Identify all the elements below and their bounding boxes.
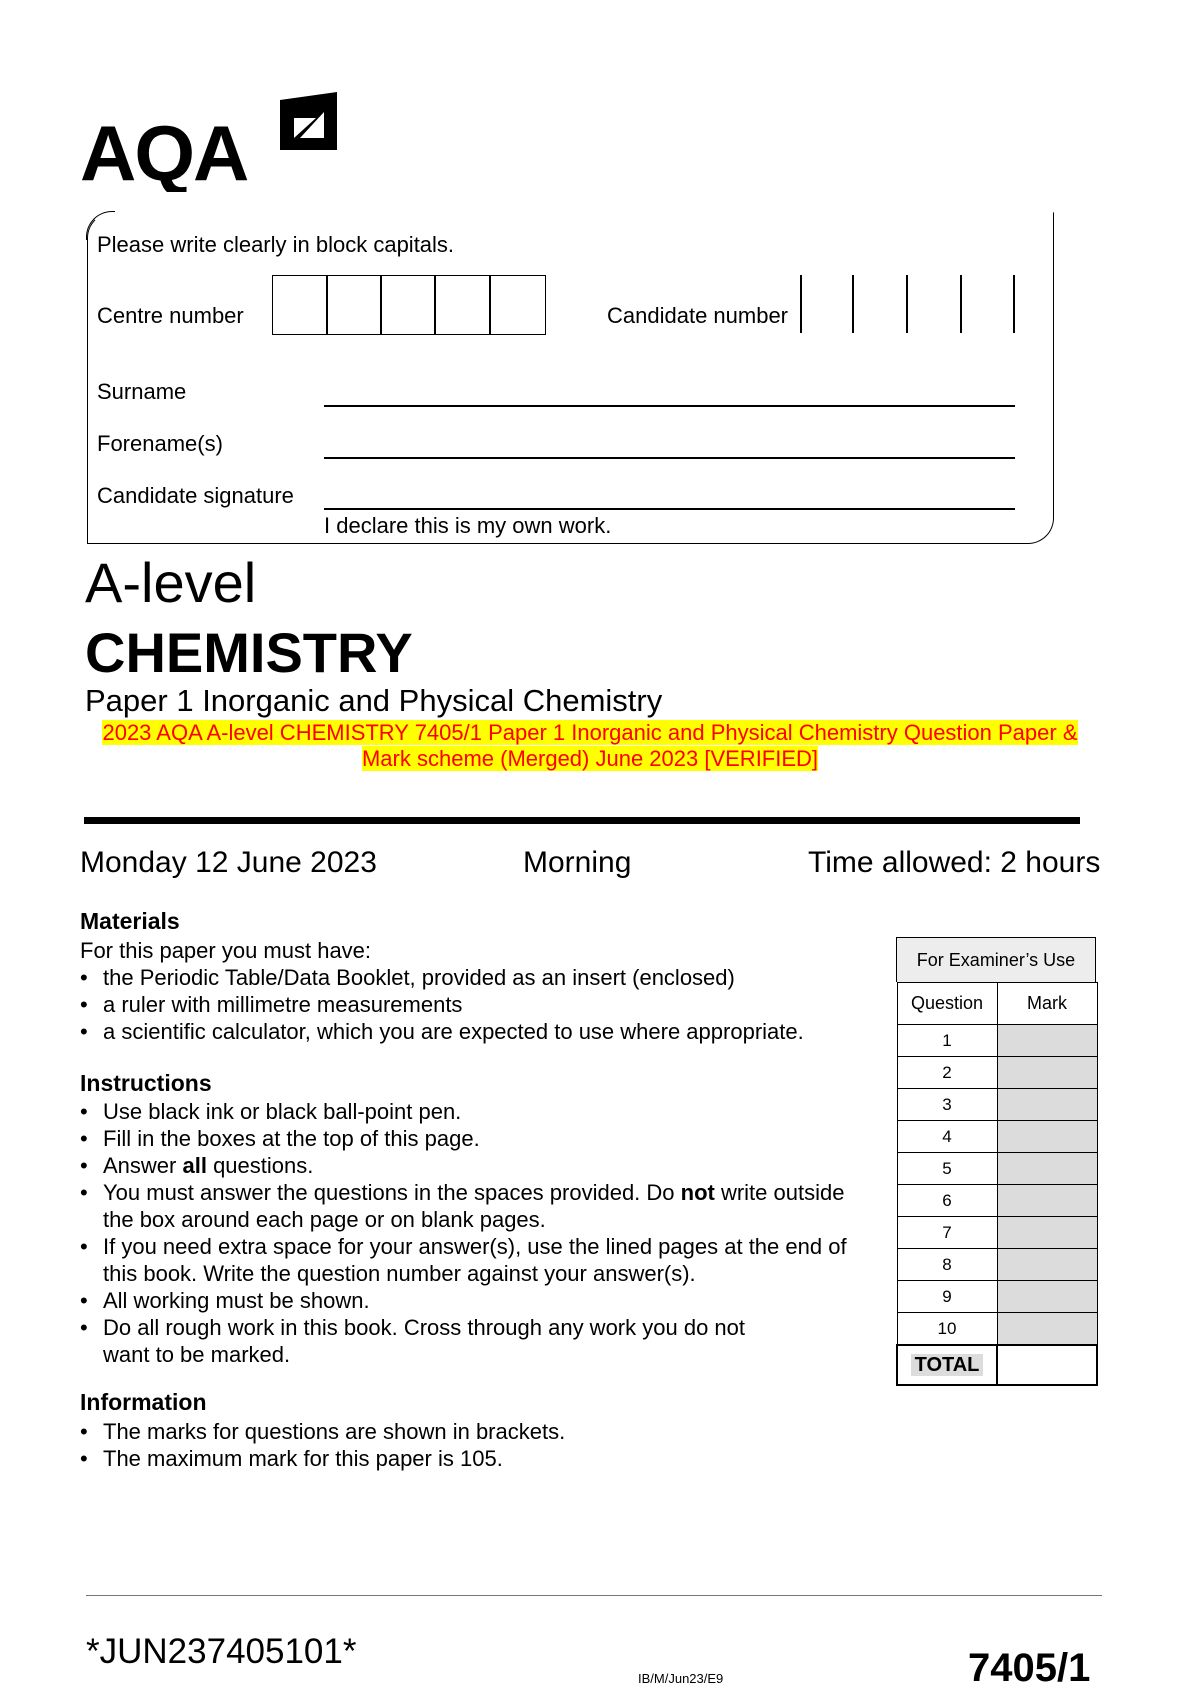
footer-divider [86, 1595, 1102, 1596]
instructions-heading: Instructions [80, 1070, 212, 1096]
examiner-table-title: For Examiner’s Use [896, 937, 1096, 982]
information-list [80, 1418, 860, 1472]
table-row: 6 [897, 1185, 1097, 1217]
mark-cell[interactable] [997, 1153, 1097, 1185]
centre-number-boxes[interactable] [272, 275, 546, 335]
surname-label: Surname [97, 379, 187, 404]
aqa-logo [80, 92, 340, 192]
promo-line-2: Mark scheme (Merged) June 2023 [VERIFIED] [361, 746, 819, 771]
mark-cell[interactable] [997, 1281, 1097, 1313]
aqa-logo-text: AQA [80, 109, 248, 192]
forenames-label: Forename(s) [97, 431, 223, 456]
mark-cell[interactable] [997, 1089, 1097, 1121]
exam-session: Morning [523, 846, 632, 879]
list-item: • All working must be shown. [80, 1287, 860, 1314]
table-row: 4 [897, 1121, 1097, 1153]
subject-title: CHEMISTRY [85, 621, 413, 684]
qualification-level: A-level [85, 551, 257, 614]
materials-list [80, 964, 880, 1045]
paper-title: Paper 1 Inorganic and Physical Chemistry [85, 683, 663, 718]
table-row: 3 [897, 1089, 1097, 1121]
list-item: • Fill in the boxes at the top of this page. [80, 1125, 860, 1152]
list-item: • a scientific calculator, which you are expected to use where appropriate. [80, 1018, 880, 1045]
list-item: • The marks for questions are shown in brackets. [80, 1418, 860, 1445]
instructions-list [80, 1098, 860, 1368]
information-heading: Information [80, 1389, 207, 1415]
list-item: • the Periodic Table/Data Booklet, provided as an insert (enclosed) [80, 964, 880, 991]
paper-code: 7405/1 [968, 1646, 1091, 1690]
candidate-number-label: Candidate number [607, 303, 789, 328]
list-item: • You must answer the questions in the spaces provided. Do not write outside the box around each page or on blank pages. [80, 1179, 860, 1233]
mark-cell[interactable] [997, 1057, 1097, 1089]
question-column-header: Question [897, 983, 997, 1025]
table-row: 7 [897, 1217, 1097, 1249]
title-divider [84, 817, 1080, 824]
mark-cell[interactable] [997, 1249, 1097, 1281]
promo-line-1: 2023 AQA A-level CHEMISTRY 7405/1 Paper 1 Inorganic and Physical Chemistry Question Paper & [102, 720, 1078, 745]
list-item: • The maximum mark for this paper is 105. [80, 1445, 860, 1472]
table-row: 8 [897, 1249, 1097, 1281]
list-item: • Answer all questions. [80, 1152, 860, 1179]
mark-cell[interactable] [997, 1121, 1097, 1153]
total-mark-cell[interactable] [997, 1345, 1097, 1385]
mark-cell[interactable] [997, 1025, 1097, 1057]
table-row: 10 [897, 1313, 1097, 1346]
signature-label: Candidate signature [97, 483, 294, 508]
mark-column-header: Mark [997, 983, 1097, 1025]
list-item: • If you need extra space for your answer(s), use the lined pages at the end of this book. Write the question number against your answer(s). [80, 1233, 860, 1287]
promo-banner [90, 720, 1090, 772]
materials-heading: Materials [80, 908, 180, 934]
table-row: 9 [897, 1281, 1097, 1313]
forenames-line[interactable] [324, 457, 1015, 459]
table-row: 2 [897, 1057, 1097, 1089]
total-row [897, 1345, 1097, 1385]
list-item: • a ruler with millimetre measurements [80, 991, 880, 1018]
materials-intro: For this paper you must have: [80, 938, 372, 963]
exam-date: Monday 12 June 2023 [80, 846, 377, 879]
list-item: • Do all rough work in this book. Cross through any work you do not want to be marked. [80, 1314, 783, 1368]
table-row: 5 [897, 1153, 1097, 1185]
time-allowed: Time allowed: 2 hours [808, 846, 1101, 879]
mark-cell[interactable] [997, 1217, 1097, 1249]
mark-cell[interactable] [997, 1313, 1097, 1346]
centre-number-label: Centre number [97, 303, 244, 328]
signature-line[interactable] [324, 508, 1015, 510]
paper-reference: IB/M/Jun23/E9 [638, 1671, 724, 1686]
total-label: TOTAL [911, 1354, 984, 1376]
examiner-use-table [896, 937, 1098, 1386]
table-row: 1 [897, 1025, 1097, 1057]
list-item: • Use black ink or black ball-point pen. [80, 1098, 860, 1125]
block-capitals-instruction: Please write clearly in block capitals. [97, 232, 455, 257]
barcode-text: *JUN237405101* [86, 1632, 357, 1671]
aqa-logo-graphic [80, 92, 340, 192]
surname-line[interactable] [324, 405, 1015, 407]
declaration-text: I declare this is my own work. [324, 513, 612, 538]
mark-cell[interactable] [997, 1185, 1097, 1217]
